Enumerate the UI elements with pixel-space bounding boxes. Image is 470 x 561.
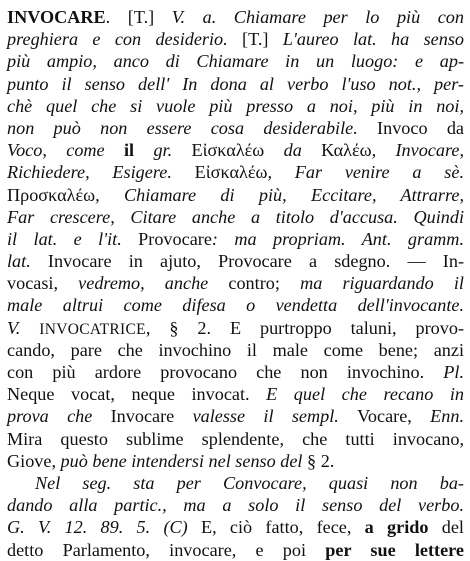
entry-text-segment: lat. <box>7 251 48 272</box>
entry-line <box>7 450 464 472</box>
entry-text-segment: , § 2. E purtroppo taluni, provo- <box>145 317 465 338</box>
entry-text-segment: detto Parlamento, invocare, e poi <box>7 539 326 560</box>
entry-text-segment: contro; <box>228 273 301 294</box>
entry-text-segment: Richiedere, Esigere. <box>7 162 195 183</box>
entry-text-segment: , Far venire a sè. <box>267 162 464 183</box>
entry-text-segment: Pl. <box>443 362 464 382</box>
entry-text-segment: vedremo, anche <box>78 273 229 294</box>
entry-text-segment: , Invocare, <box>371 140 464 161</box>
entry-text-segment: V. a. Chiamare per lo più con <box>171 7 464 27</box>
entry-line <box>7 73 464 95</box>
entry-text-segment: , Chiamare di più, Eccitare, Attrarre, <box>95 184 464 205</box>
entry-line <box>7 139 464 161</box>
entry-text-segment: gr. <box>134 140 192 161</box>
entry-line <box>7 472 464 494</box>
entry-text-segment: prova che <box>7 406 111 427</box>
entry-text-segment: Far crescere, Citare anche a titolo d'accusa. Quindi <box>7 206 464 227</box>
entry-text-segment: del <box>428 517 464 538</box>
entry-text-segment: Vocare, <box>357 406 431 427</box>
entry-text-segment: Προσκαλέω <box>7 184 96 205</box>
entry-line <box>7 250 464 272</box>
entry-text-segment: vocasi, <box>7 273 79 294</box>
entry-text-segment: più ampio, anco di Chiamare in un luogo: e ap- <box>7 51 464 72</box>
entry-line <box>7 228 464 250</box>
entry-text-segment: L'aureo lat. ha senso <box>282 29 464 50</box>
entry-line <box>7 539 464 561</box>
entry-text-segment: Invocare in ajuto, Provocare a sdegno. — In- <box>47 251 464 272</box>
entry-text-segment: punto il senso dell' In dona al verbo l'uso not., per- <box>7 73 464 94</box>
entry-line <box>7 361 464 383</box>
entry-text-segment: § 2. <box>307 450 335 471</box>
entry-text-segment: a grido <box>364 517 429 538</box>
entry-text-segment: V. <box>7 317 40 338</box>
entry-line <box>7 28 464 50</box>
entry-text-segment: Nel seg. sta per Convocare, quasi non ba- <box>35 472 464 493</box>
entry-line <box>7 95 464 117</box>
entry-text-segment: . [T.] <box>105 7 172 27</box>
entry-line <box>7 339 464 361</box>
headword: INVOCARE <box>7 7 106 27</box>
entry-text-segment: [T.] <box>242 29 283 50</box>
entry-text-segment: ma riguardando il <box>300 273 464 294</box>
entry-line <box>7 383 464 405</box>
entry-line <box>7 405 464 427</box>
entry-text-segment: Καλέω <box>321 140 372 161</box>
entry-text-segment: da <box>264 140 322 161</box>
entry-text-segment: con più ardore provocano che non invochino. <box>7 362 444 382</box>
entry-text-segment: Enn. <box>430 406 465 427</box>
entry-text-segment: il <box>123 140 135 161</box>
entry-text-segment: Mira questo sublime splendente, che tutti invocano, <box>7 428 464 449</box>
entry-text-segment: G. V. 12. 89. 5. (C) <box>7 517 201 538</box>
entry-text-segment: cando, pare che invochino il male come bene; anzi <box>7 339 464 360</box>
entry-text-segment: può bene intendersi nel senso del <box>60 450 308 471</box>
entry-line <box>7 428 464 450</box>
entry-text-segment: non può non essere cosa desiderabile. <box>7 117 378 138</box>
entry-line <box>7 161 464 183</box>
entry-line <box>7 6 464 28</box>
entry-line <box>7 117 464 139</box>
entry-text-segment: Invoco da <box>377 117 464 138</box>
entry-text-segment: dando alla partic., ma a solo il senso del verbo. <box>7 495 464 516</box>
entry-text-segment: Neque vocat, neque invocat. <box>7 384 267 405</box>
entry-text-segment: Provocare <box>138 228 212 249</box>
entry-text-segment: il lat. e l'it. <box>7 228 139 249</box>
entry-text-segment: Εἰσκαλέω <box>191 140 265 161</box>
entry-text-segment: per sue lettere <box>325 539 464 560</box>
entry-text-segment: Giove, <box>7 450 61 471</box>
entry-text-segment: preghiera e con desiderio. <box>7 29 243 50</box>
entry-text-segment: valesse il sempl. <box>192 406 358 427</box>
entry-line <box>7 272 464 294</box>
entry-text-segment: male altrui come difesa o vendetta dell'invocante. <box>7 295 464 316</box>
entry-line <box>7 50 464 72</box>
dictionary-entry-invocare <box>7 6 464 561</box>
entry-text-segment: E, ciò fatto, fece, <box>201 517 365 538</box>
entry-line <box>7 294 464 316</box>
entry-line <box>7 516 464 538</box>
entry-text-segment: Invocare <box>110 406 193 427</box>
entry-text-segment: E quel che recano in <box>266 384 465 405</box>
entry-line <box>7 494 464 516</box>
entry-text-segment: INVOCATRICE <box>39 320 146 338</box>
entry-text-segment: Voco, come <box>7 140 124 161</box>
entry-text-segment: Εἰσκαλέω <box>194 162 268 183</box>
entry-line <box>7 317 464 339</box>
entry-line <box>7 206 464 228</box>
entry-text-segment: chè quel che si vuole più presso a noi, più in noi, <box>7 95 464 116</box>
entry-line <box>7 184 464 206</box>
entry-text-segment: : ma propriam. Ant. gramm. <box>211 228 464 249</box>
